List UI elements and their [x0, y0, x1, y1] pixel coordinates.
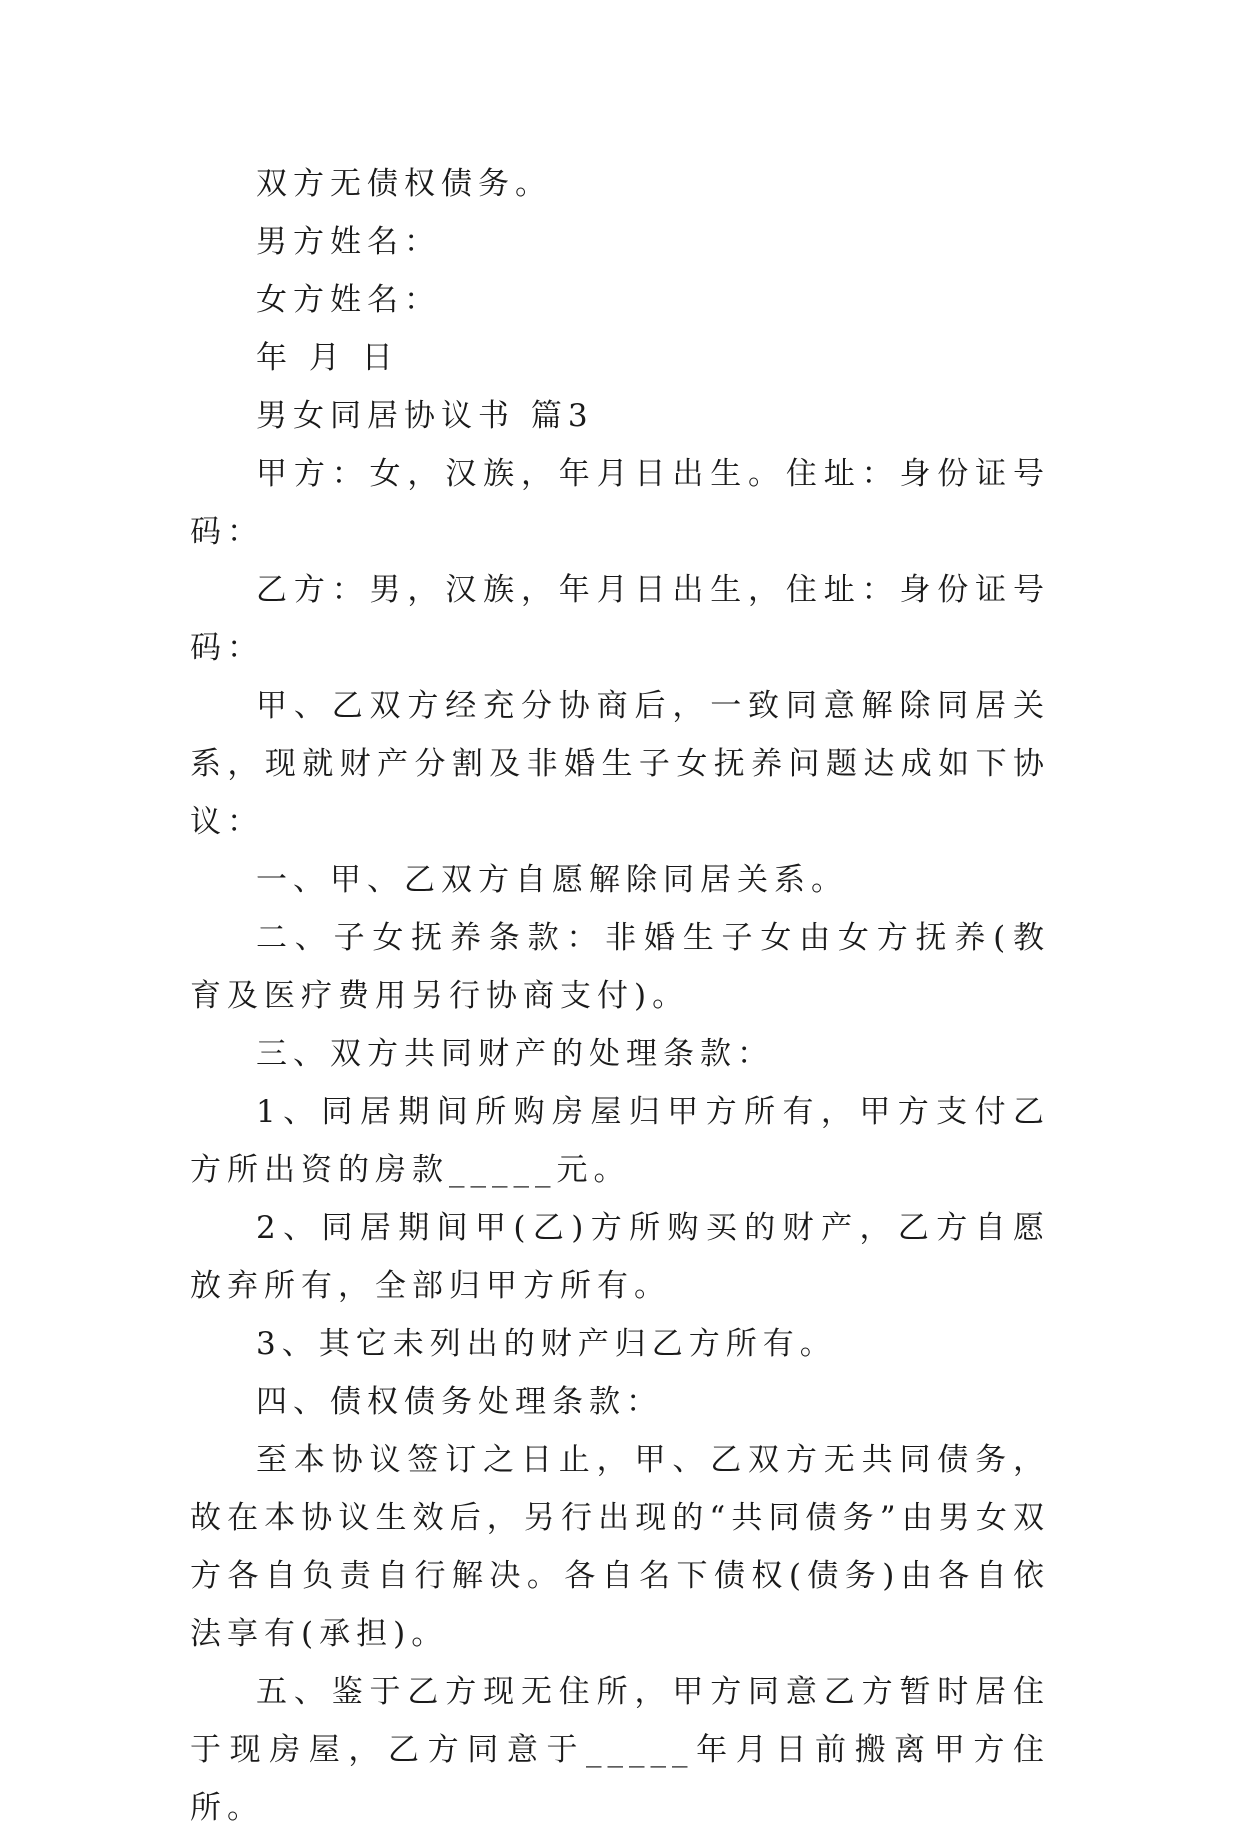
- paragraph: 甲方：女，汉族，年月日出生。住址：身份证号码：: [190, 456, 1050, 550]
- paragraph: 乙方：男，汉族，年月日出生，住址：身份证号码：: [190, 572, 1050, 666]
- paragraph: 男方姓名：: [256, 224, 441, 260]
- document-body: [190, 155, 1050, 1837]
- paragraph: 3、其它未列出的财产归乙方所有。: [256, 1326, 837, 1362]
- paragraph: 四、债权债务处理条款：: [256, 1384, 663, 1420]
- paragraph: 三、双方共同财产的处理条款：: [256, 1036, 774, 1072]
- paragraph: 双方无债权债务。: [256, 166, 552, 202]
- paragraph: 年 月 日: [256, 340, 399, 376]
- paragraph: 至本协议签订之日止，甲、乙双方无共同债务，故在本协议生效后，另行出现的“共同债务”由男女双方各自负责自行解决。各自名下债权(债务)由各自依法享有(承担)。: [190, 1442, 1050, 1652]
- paragraph: 五、鉴于乙方现无住所，甲方同意乙方暂时居住于现房屋，乙方同意于_____年月日前搬离甲方住所。: [190, 1674, 1050, 1826]
- section-heading: 男女同居协议书 篇3: [256, 398, 594, 434]
- paragraph: 2、同居期间甲(乙)方所购买的财产，乙方自愿放弃所有，全部归甲方所有。: [190, 1210, 1050, 1304]
- paragraph: 1、同居期间所购房屋归甲方所有，甲方支付乙方所出资的房款_____元。: [190, 1094, 1050, 1188]
- paragraph: 女方姓名：: [256, 282, 441, 318]
- paragraph: 甲、乙双方经充分协商后，一致同意解除同居关系，现就财产分割及非婚生子女抚养问题达成如下协议：: [190, 688, 1050, 840]
- paragraph: 二、子女抚养条款：非婚生子女由女方抚养(教育及医疗费用另行协商支付)。: [190, 920, 1050, 1014]
- paragraph: 一、甲、乙双方自愿解除同居关系。: [256, 862, 848, 898]
